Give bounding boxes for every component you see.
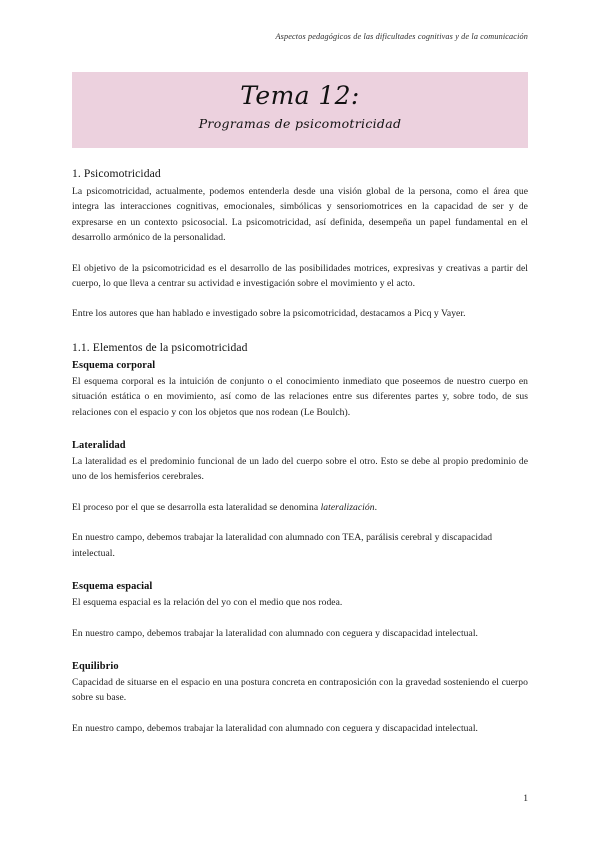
heading-lateralidad: Lateralidad — [72, 440, 126, 452]
document-title: Tema 12: — [240, 81, 360, 110]
paragraph-spacer — [72, 515, 528, 530]
paragraph-spacer — [72, 246, 528, 261]
paragraph-spacer — [72, 291, 528, 306]
title-banner — [72, 72, 528, 148]
paragraph-equilibrio-definicion: Capacidad de situarse en el espacio en una postura concreta en contraposición con la gravedad sosteniendo el cuerpo sobre su base. — [72, 676, 528, 704]
paragraph-esquema-corporal: El esquema corporal es la intuición de conjunto o el conocimiento inmediato que poseemos de nuestro cuerpo en situación estática o en movimiento, así como de las relaciones entre sus diferentes partes y, sobre todo, de sus relaciones con el espacio y con los objetos que nos rodean (Le Boulch). — [72, 375, 528, 418]
heading-esquema-corporal: Esquema corporal — [72, 359, 156, 371]
paragraph-esquema-espacial-campo: En nuestro campo, debemos trabajar la lateralidad con alumnado con ceguera y discapacidad intelectual. — [72, 627, 478, 639]
paragraph-autores: Entre los autores que han hablado e investigado sobre la psicomotricidad, destacamos a Picq y Vayer. — [72, 308, 466, 320]
paragraph-spacer — [72, 611, 528, 626]
section-spacer — [72, 561, 528, 579]
paragraph-lateralidad-campo: En nuestro campo, debemos trabajar la lateralidad con alumnado con TEA, parálisis cerebral y discapacidad intelectual. — [72, 532, 493, 559]
paragraph-equilibrio-campo: En nuestro campo, debemos trabajar la lateralidad con alumnado con ceguera y discapacidad intelectual. — [72, 722, 478, 734]
document-subtitle: Programas de psicomotricidad — [198, 116, 402, 131]
section-spacer — [72, 420, 528, 438]
page-number: 1 — [523, 793, 528, 804]
paragraph-psicomotricidad-definicion: La psicomotricidad, actualmente, podemos entenderla desde una visión global de la persona, como el área que integra las interacciones cognitivas, emocionales, simbólicas y sensoriomotrices en la capacidad de ser y de expresarse en un contexto psicosocial. La psicomotricidad, así definida, desempeña un papel fundamental en el desarrollo armónico de la personalidad. — [72, 186, 528, 244]
paragraph-lateralidad-definicion: La lateralidad es el predominio funcional de un lado del cuerpo sobre el otro. Esto se debe al propio predominio de uno de los hemisferios cerebrales. — [72, 456, 528, 483]
text-after-italic: . — [374, 501, 378, 513]
document-body — [72, 166, 528, 736]
paragraph-spacer — [72, 485, 528, 500]
heading-1-psicomotricidad: 1. Psicomotricidad — [72, 167, 161, 180]
paragraph-spacer — [72, 706, 528, 721]
heading-equilibrio: Equilibrio — [72, 660, 119, 672]
section-spacer — [72, 322, 528, 340]
paragraph-lateralizacion — [72, 500, 528, 515]
running-header: Aspectos pedagógicos de las dificultades cognitivas y de la comunicación — [275, 32, 528, 41]
heading-esquema-espacial: Esquema espacial — [72, 581, 153, 593]
heading-1-1-elementos: 1.1. Elementos de la psicomotricidad — [72, 340, 248, 354]
italic-term-lateralizacion: lateralización — [320, 501, 375, 513]
paragraph-objetivo: El objetivo de la psicomotricidad es el desarrollo de las posibilidades motrices, expresivas y creativas a partir del cuerpo, lo que lleva a centrar su actividad e investigación sobre el movimiento y el acto. — [72, 262, 528, 290]
text-before-italic: El proceso por el que se desarrolla esta lateralidad se denomina — [72, 501, 321, 513]
section-spacer — [72, 641, 528, 659]
paragraph-esquema-espacial: El esquema espacial es la relación del yo con el medio que nos rodea. — [72, 597, 343, 609]
